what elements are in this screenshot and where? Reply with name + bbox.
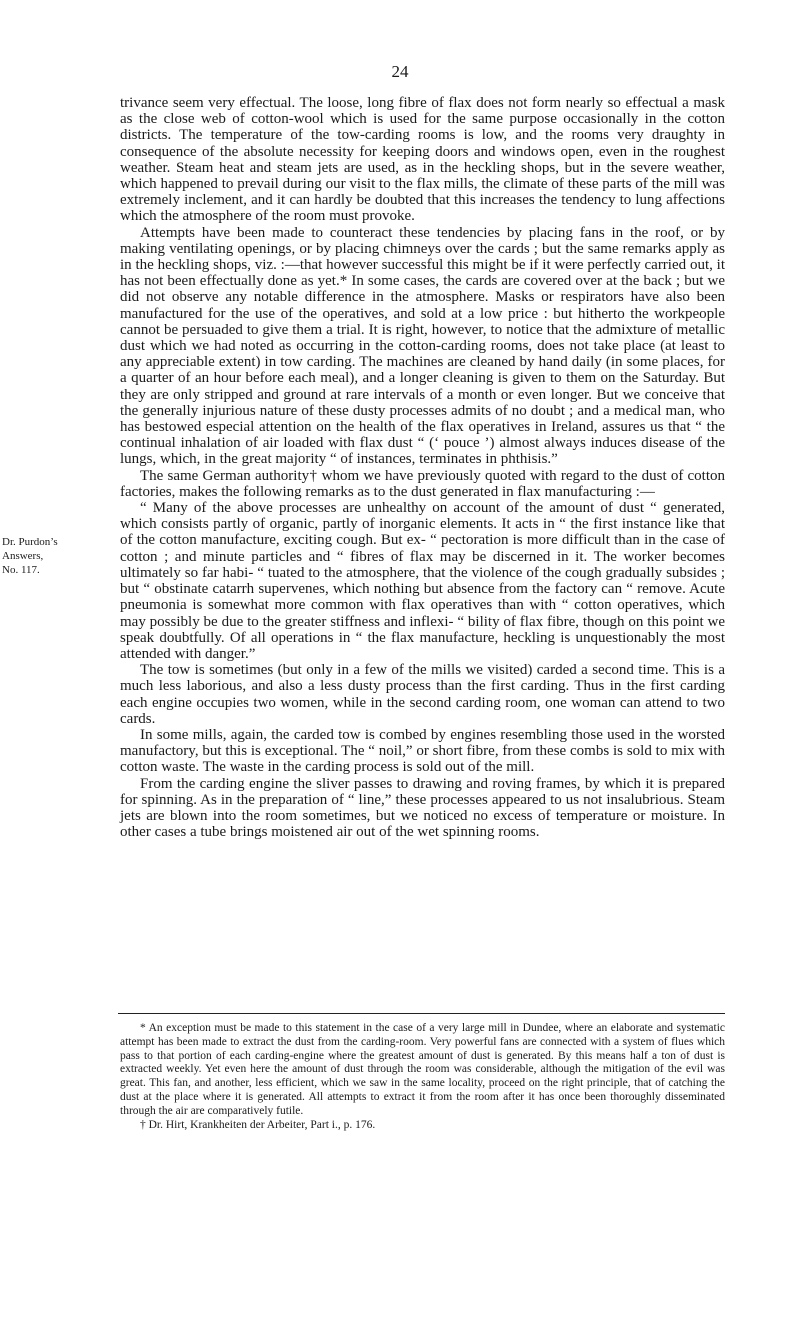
footnote: * An exception must be made to this statement in the case of a very large mill in Dundee, where an elaborate and systematic attempt has been made to extract the dust from the carding-room. Very powerful fans are connected with a system of flues which pass to that portion of each carding-engine where the greatest amount of dust is generated. By this means half a ton of dust is extracted weekly. Yet even here the amount of dust through the room was considerable, although the mitigation of the evil was great. This fan, and another, less efficient, which we saw in the same locality, proceed on the right principle, that of catching the dust at the place where it is generated. All attempts to extract it from the room after it has once been thoroughly disseminated through the air are comparatively futile.: [120, 1022, 725, 1117]
margin-note-line: No. 117.: [2, 564, 40, 576]
quotation-paragraph: “ Many of the above processes are unhealthy on account of the amount of dust “ generated, which consists partly of organic, partly of inorganic elements. It acts in “ the first instance like that of the cotton manufacture, exciting cough. But ex- “ pectoration is more difficult than in the case of cotton ; and minute particles and “ fibres of flax may be discerned in it. The worker becomes ultimately so far habi- “ tuated to the atmosphere, that the violence of the cough gradually subsides ; but “ obstinate catarrh supervenes, which nothing but absence from the factory can “ remove. Acute pneumonia is somewhat more common with flax operatives than with “ cotton operatives, which may possibly be due to the greater stiffness and inflexi- “ bility of flax fibre, though on this point we speak doubtfully. Of all operations in “ the flax manufacture, heckling is unquestionably the most attended with danger.”: [120, 500, 725, 662]
paragraph: trivance seem very effectual. The loose, long fibre of flax does not form nearly so effectual a mask as the close web of cotton-wool which is used for the same purpose occasionally in the cotton districts. The temperature of the tow-carding rooms is low, and the rooms very draughty in consequence of the absolute necessity for keeping doors and windows open, even in the roughest weather. Steam heat and steam jets are used, as in the heckling shops, but in the severe weather, which happened to prevail during our visit to the flax mills, the climate of these parts of the mill was extremely inclement, and it can hardly be doubted that this increases the tendency to lung affections which the atmosphere of the room must provoke.: [120, 95, 725, 225]
page-number: 24: [391, 62, 409, 81]
margin-note-line: Dr. Purdon’s: [2, 536, 58, 548]
paragraph: The same German authority† whom we have previously quoted with regard to the dust of cotton factories, makes the following remarks as to the dust generated in flax manufacturing :—: [120, 467, 725, 500]
paragraph: In some mills, again, the carded tow is combed by engines resembling those used in the worsted manufactory, but this is exceptional. The “ noil,” or short fibre, from these combs is sold to mix with cotton waste. The waste in the carding process is sold out of the mill.: [120, 726, 725, 776]
footnote-divider: [118, 1013, 725, 1014]
paragraph: The tow is sometimes (but only in a few of the mills we visited) carded a second time. This is a much less laborious, and also a less dusty process than the first carding. Thus in the first carding each engine occupies two women, while in the second carding room, one woman can attend to two cards.: [120, 662, 725, 727]
footnote: † Dr. Hirt, Krankheiten der Arbeiter, Part i., p. 176.: [140, 1118, 376, 1131]
margin-note: [2, 535, 92, 577]
paragraph: Attempts have been made to counteract these tendencies by placing fans in the roof, or by making ventilating openings, or by placing chimneys over the cards ; but the same remarks apply as in the heckling shops, viz. :—that however successful this might be if it were perfectly carried out, it has not been effectually done as yet.* In some cases, the cards are covered over at the back ; but we did not observe any notable difference in the atmosphere. Masks or respirators have also been manufactured for the use of the operatives, and sold at a low price : but hitherto the workpeople cannot be persuaded to give them a trial. It is right, however, to notice that the admixture of metallic dust which we had noted as occurring in the cotton-carding rooms, does not take place (at least to any appreciable extent) in tow carding. The machines are cleaned by hand daily (in some places, for a quarter of an hour before each meal), and a longer cleaning is given to them on the Saturday. But they are only stripped and ground at rare intervals of a month or even longer. But we conceive that the generally injurious nature of these dusty processes admits of no doubt ; and a medical man, who has bestowed especial attention on the health of the flax operatives in Ireland, assures us that “ the continual inhalation of air loaded with flax dust “ (‘ pouce ’) almost always induces disease of the lungs, which, in the great majority “ of instances, terminates in phthisis.”: [120, 224, 725, 468]
margin-note-line: Answers,: [2, 550, 44, 562]
footnotes: [120, 1022, 725, 1132]
paragraph: From the carding engine the sliver passes to drawing and roving frames, by which it is prepared for spinning. As in the preparation of “ line,” these processes appeared to us not insalubrious. Steam jets are blown into the room sometimes, but we noticed no excess of temperature or moisture. In other cases a tube brings moistened air out of the wet spinning rooms.: [120, 775, 725, 841]
body-text: [120, 95, 725, 840]
